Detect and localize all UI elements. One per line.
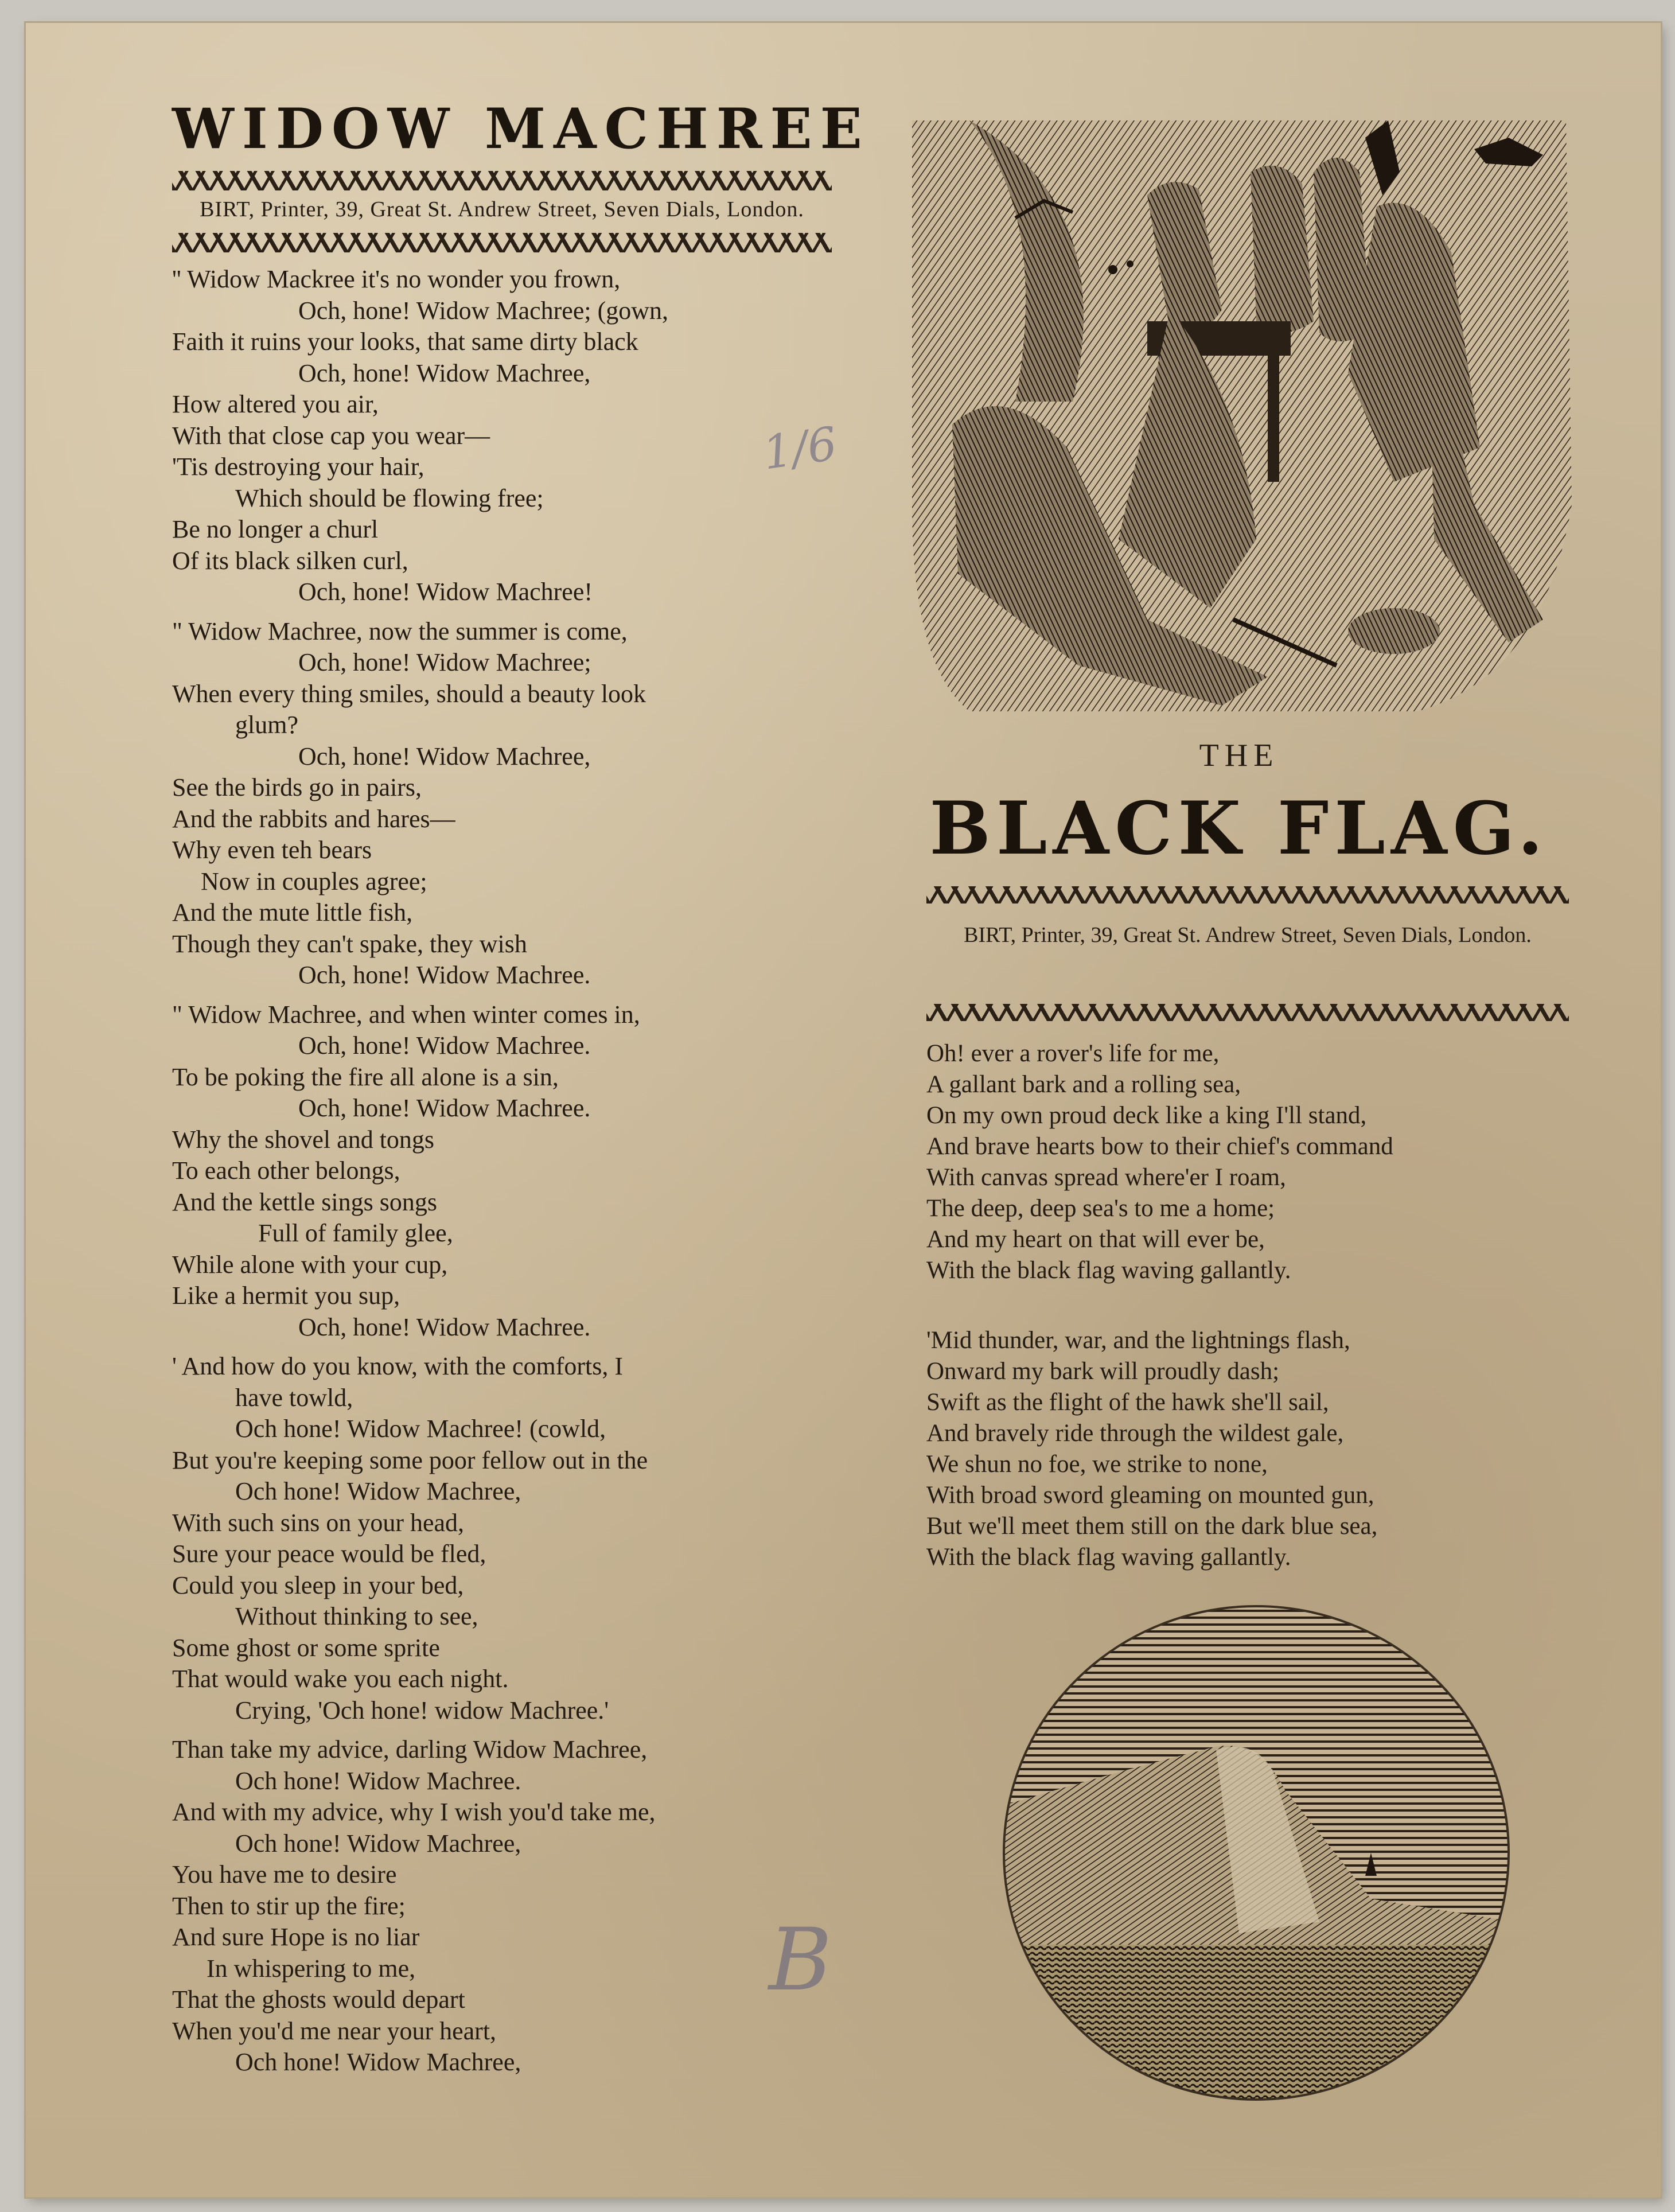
poem-line: And the kettle sings songs [172,1187,437,1216]
right-title: BLACK FLAG. [929,786,1549,871]
stanza [926,1038,1580,1286]
poem-line: Than take my advice, darling Widow Machree, [172,1735,648,1763]
poem-line: Och, hone! Widow Machree. [298,1031,591,1060]
poem-line: Och hone! Widow Machree! (cowld, [235,1415,606,1443]
poem-line: Onward my bark will proudly dash; [926,1358,1280,1385]
poem-line: And sure Hope is no liar [172,1923,420,1951]
poem-line: Why the shovel and tongs [172,1125,435,1154]
poem-line: We shun no foe, we strike to none, [926,1451,1268,1478]
poem-line: have towld, [235,1383,353,1412]
poem-line: Full of family glee, [258,1219,453,1247]
poem-line: Like a hermit you sup, [172,1282,400,1310]
poem-line: Och, hone! Widow Machree, [298,359,591,387]
stanza-gap [172,1726,832,1734]
poem-line: Of its black silken curl, [172,546,408,575]
poem-line: Faith it ruins your looks, that same dirty black [172,328,638,356]
stanza-gap [926,1286,1580,1325]
poem-line: " Widow Machree, now the summer is come, [172,617,628,645]
black-flag-poem [926,1038,1580,1573]
stanza [172,999,832,1343]
poem-line: That would wake you each night. [172,1665,509,1693]
pirates-woodcut [901,103,1577,723]
poem-line: And bravely ride through the wildest gale, [926,1420,1344,1447]
poem-line: In whispering to me, [207,1954,416,1983]
poem-line: Be no longer a churl [172,515,379,543]
poem-line: And the rabbits and hares— [172,804,455,833]
ornamental-rule [172,233,832,252]
poem-line: With the black flag waving gallantly. [926,1257,1291,1284]
poem-line: Some ghost or some sprite [172,1633,440,1662]
poem-line: Och hone! Widow Machree, [235,1829,521,1857]
ornamental-rule [172,171,832,190]
poem-line: The deep, deep sea's to me a home; [926,1195,1275,1222]
poem-line: Och, hone! Widow Machree! [298,578,593,606]
poem-line: 'Mid thunder, war, and the lightnings flash, [926,1327,1350,1354]
left-printer-imprint: BIRT, Printer, 39, Great St. Andrew Street, Seven Dials, London. [200,197,804,221]
poem-line: A gallant bark and a rolling sea, [926,1071,1241,1098]
poem-line: But you're keeping some poor fellow out in the [172,1446,648,1474]
poem-line: With the black flag waving gallantly. [926,1544,1291,1571]
poem-line: Without thinking to see, [235,1602,478,1630]
poem-line: And with my advice, why I wish you'd take me, [172,1798,656,1826]
stanza [172,616,832,991]
stanza-gap [172,991,832,999]
poem-line: Och, hone! Widow Machree; (gown, [298,296,669,325]
poem-line: Och, hone! Widow Machree; [298,648,591,676]
poem-line: Oh! ever a rover's life for me, [926,1040,1220,1067]
stanza [172,264,832,608]
left-title: WIDOW MACHREE [172,96,870,161]
poem-line: While alone with your cup, [172,1250,448,1279]
poem-line: To be poking the fire all alone is a sin, [172,1062,559,1091]
widow-machree-column [172,96,870,2078]
poem-line: Swift as the flight of the hawk she'll sail, [926,1389,1329,1416]
poem-line: glum? [235,711,298,739]
poem-line: You have me to desire [172,1860,397,1888]
right-subtitle-the: THE [1199,738,1279,773]
poem-line: Och, hone! Widow Machree. [298,961,591,989]
poem-line: ' And how do you know, with the comforts, I [172,1352,624,1380]
poem-line: With that close cap you wear— [172,421,490,450]
poem-line: Now in couples agree; [201,867,427,895]
pencil-price-note: 1/6 [759,416,840,480]
poem-line: But we'll meet them still on the dark blue sea, [926,1513,1378,1540]
poem-line: Och hone! Widow Machree, [235,1477,521,1505]
poem-line: 'Tis destroying your hair, [172,453,424,481]
poem-line: And the mute little fish, [172,898,413,926]
poem-line: '' Widow Mackree it's no wonder you frown, [172,265,621,293]
poem-line: And my heart on that will ever be, [926,1226,1265,1253]
poem-line: Och, hone! Widow Machree. [298,1313,591,1341]
poem-line: With canvas spread where'er I roam, [926,1164,1286,1191]
poem-line: With such sins on your head, [172,1508,465,1537]
rock-seascape-woodcut [998,1600,1514,2105]
ornamental-rule [926,1004,1569,1021]
poem-line: On my own proud deck like a king I'll stand, [926,1102,1367,1129]
stanza-gap [172,608,832,616]
poem-line: When you'd me near your heart, [172,2016,497,2045]
poem-line: And brave hearts bow to their chief's command [926,1133,1393,1160]
ornamental-rule [926,886,1569,904]
poem-line: With broad sword gleaming on mounted gun, [926,1482,1374,1509]
poem-line: How altered you air, [172,390,379,418]
poem-line: That the ghosts would depart [172,1985,465,2014]
poem-line: Och hone! Widow Machree. [235,1766,521,1795]
poem-line: Sure your peace would be fled, [172,1540,486,1568]
poem-line: To each other belongs, [172,1156,400,1185]
pencil-letter: B [769,1910,832,2010]
stanza [926,1325,1580,1573]
right-printer-imprint: BIRT, Printer, 39, Great St. Andrew Street, Seven Dials, London. [964,923,1532,947]
poem-line: When every thing smiles, should a beauty look [172,679,646,708]
poem-line: See the birds go in pairs, [172,773,422,801]
poem-line: Though they can't spake, they wish [172,929,527,958]
poem-line: Which should be flowing free; [235,484,544,512]
stanza [172,1734,832,2078]
poem-line: Why even teh bears [172,836,372,864]
poem-line: Crying, 'Och hone! widow Machree.' [235,1696,609,1724]
stanza [172,1351,832,1726]
left-poem [172,264,832,2078]
stanza-gap [172,1343,832,1351]
poem-line: " Widow Machree, and when winter comes in, [172,1000,640,1029]
poem-line: Och, hone! Widow Machree. [298,1094,591,1122]
poem-line: Could you sleep in your bed, [172,1571,464,1599]
poem-line: Och hone! Widow Machree, [235,2048,521,2076]
poem-line: Och, hone! Widow Machree, [298,742,591,770]
poem-line: Then to stir up the fire; [172,1891,406,1920]
